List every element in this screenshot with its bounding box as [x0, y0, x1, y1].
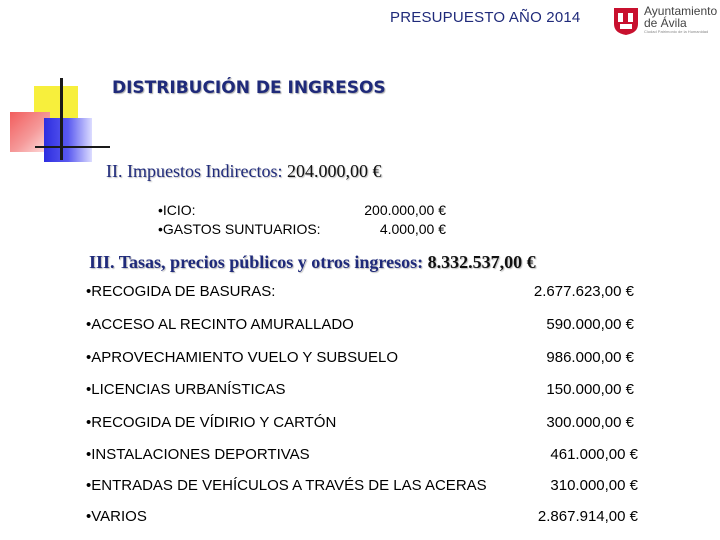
income-item-amount: 300.000,00 €: [546, 414, 634, 431]
section-iii-total: 8.332.537,00 €: [427, 252, 536, 272]
income-item-label: •ACCESO AL RECINTO AMURALLADO: [86, 316, 354, 333]
income-item-amount: 150.000,00 €: [546, 381, 634, 398]
section-ii-item-label: •GASTOS SUNTUARIOS:: [158, 221, 321, 237]
income-item-label: •INSTALACIONES DEPORTIVAS: [86, 446, 310, 463]
blue-square: [44, 118, 92, 162]
ayuntamiento-logo: [608, 4, 720, 38]
income-item-amount: 986.000,00 €: [546, 349, 634, 366]
logo-text-line3: Ciudad Patrimonio de la Humanidad: [644, 29, 709, 34]
income-item-amount: 461.000,00 €: [550, 446, 638, 463]
income-item-label: •LICENCIAS URBANÍSTICAS: [86, 381, 286, 398]
section-ii-total: 204.000,00 €: [286, 161, 382, 181]
income-item-label: •RECOGIDA DE BASURAS:: [86, 283, 276, 300]
section-ii-item-amount: 4.000,00 €: [379, 221, 446, 237]
presentation-title: PRESUPUESTO AÑO 2014: [390, 9, 581, 26]
income-item-label: •APROVECHAMIENTO VUELO Y SUBSUELO: [86, 349, 399, 366]
income-item-amount: 2.677.623,00 €: [533, 283, 634, 300]
section-ii-heading: [106, 161, 381, 182]
section-iii-label: III. Tasas, precios públicos y otros ingresos:: [89, 252, 424, 272]
income-item-label: •ENTRADAS DE VEHÍCULOS A TRAVÉS DE LAS ACERAS: [86, 477, 487, 494]
income-item-label: •RECOGIDA DE VÍDIRIO Y CARTÓN: [86, 414, 337, 431]
section-ii-label: II. Impuestos Indirectos:: [106, 161, 283, 181]
section-ii-item-amount: 200.000,00 €: [364, 202, 446, 218]
horizontal-rule: [35, 146, 110, 148]
income-item-amount: 590.000,00 €: [546, 316, 634, 333]
decorative-squares: [0, 70, 110, 170]
city-shield-icon: [612, 6, 640, 36]
income-item-amount: 310.000,00 €: [550, 477, 638, 494]
page-heading: DISTRIBUCIÓN DE INGRESOS: [112, 78, 386, 98]
income-item-amount: 2.867.914,00 €: [537, 508, 638, 525]
section-ii-item-label: •ICIO:: [158, 202, 196, 218]
income-item-label: •VARIOS: [86, 508, 147, 525]
section-iii-heading: [89, 252, 536, 273]
logo-text-line2: de Ávila: [644, 16, 687, 30]
logo-text-line1: Ayuntamiento: [644, 4, 718, 18]
